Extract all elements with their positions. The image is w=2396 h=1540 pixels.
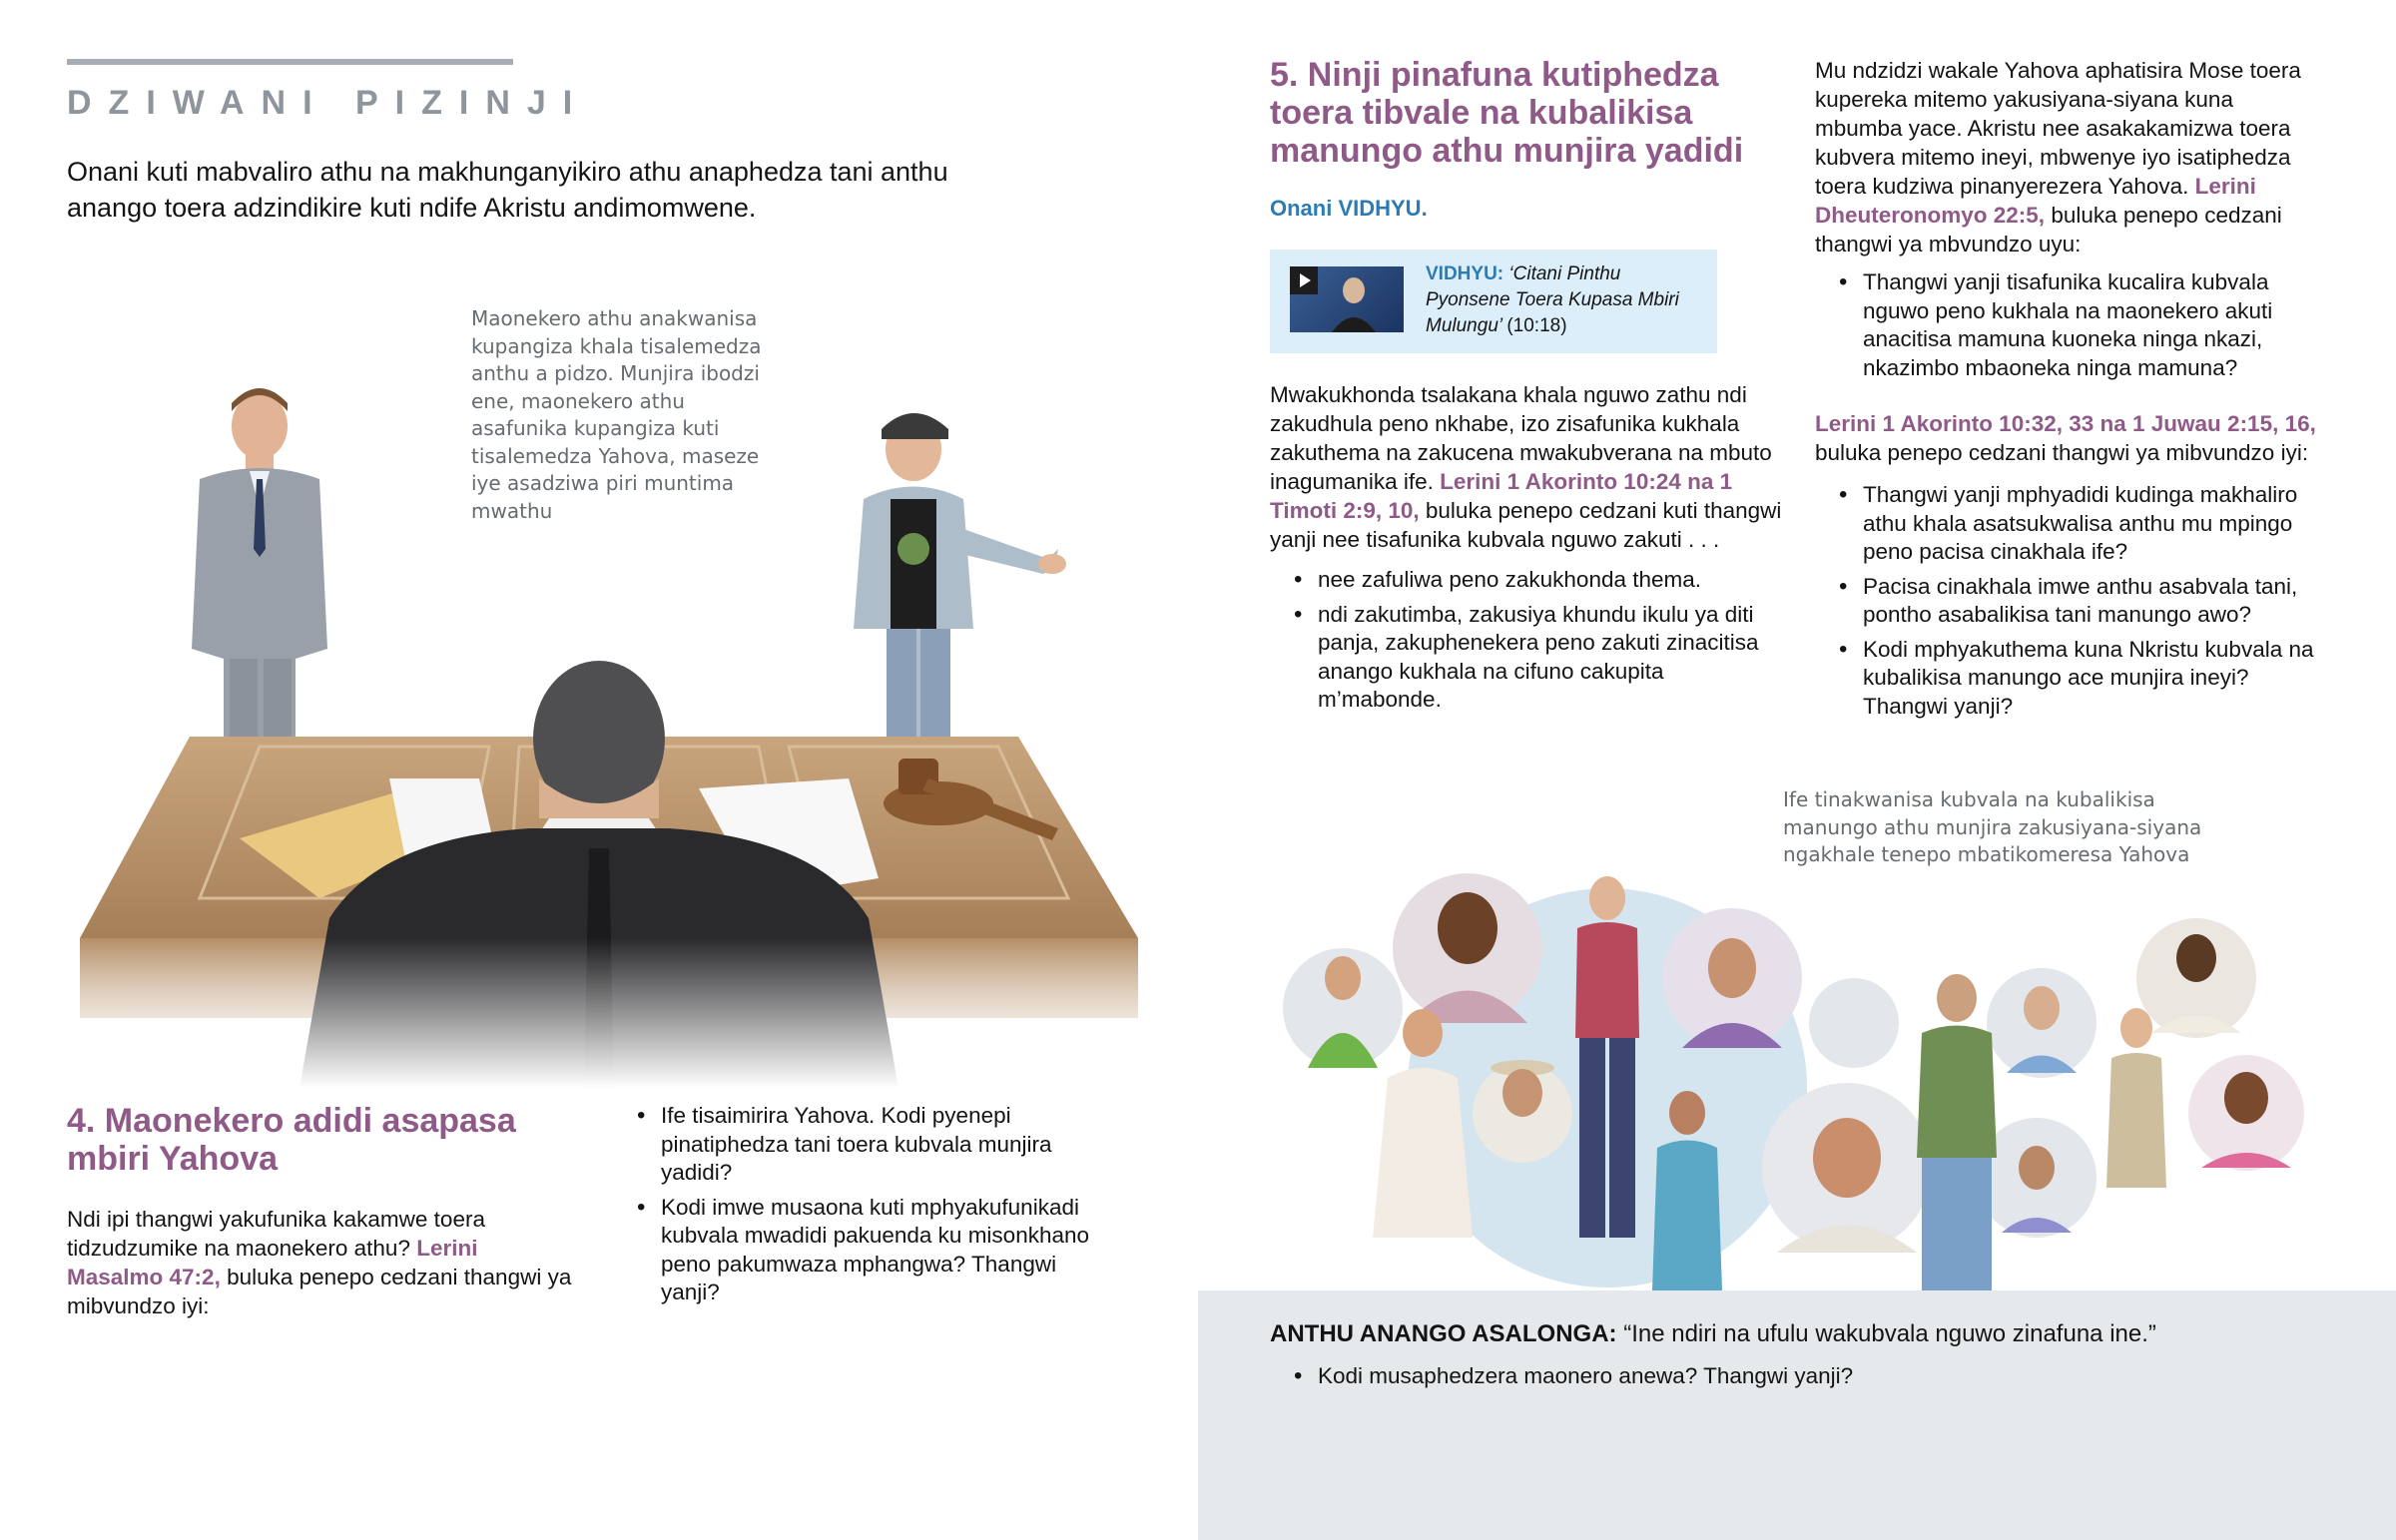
point5-list2 xyxy=(1839,268,2328,388)
point5-list1-item: • ndi zakutimba, zakusiya khundu ikulu ya diti panja, zakuphenekera peno zakuti zinacitisa anango kukhala na cifuno cakupita m’mabonde. xyxy=(1294,601,1787,715)
point5-para2-scripture-ref[interactable]: Lerini Dheuteronomyo 22:5, xyxy=(1815,174,2256,228)
video-caption[interactable] xyxy=(1426,261,1705,339)
intro-text: Onani kuti mabvaliro athu na makhunganyikiro athu anaphedza tani anthu anango toera adzindikire kuti ndife Akristu andimomwene. xyxy=(67,157,948,223)
speaker-figure xyxy=(1324,272,1384,332)
point5-list1 xyxy=(1294,566,1787,721)
point4-heading: 4. Maonekero adidi asapasa mbiri Yahova xyxy=(67,1102,516,1178)
video-thumbnail[interactable] xyxy=(1290,266,1404,332)
point5-para2-text-after: buluka penepo cedzani thangwi ya mbvundzo uyu: xyxy=(1815,203,2282,257)
point5-para1-text-after: buluka penepo cedzani kuti thangwi yanji nee tisafunika kubvala nguwo zakuti . . . xyxy=(1270,498,1782,552)
others-say-label: ANTHU ANANGO ASALONGA: xyxy=(1270,1320,1617,1347)
people-illustration xyxy=(1278,858,2316,1290)
point5-list3-item: • Pacisa cinakhala imwe anthu asabvala tani, pontho asabalikisa tani manungo awo? xyxy=(1839,573,2328,630)
video-duration: (10:18) xyxy=(1506,315,1567,336)
point5-list3 xyxy=(1839,481,2328,727)
point4-question: • Ife tisaimirira Yahova. Kodi pyenepi pinatiphedza tani toera kubvala munjira yadidi? xyxy=(637,1102,1106,1188)
point4-text-after: buluka penepo cedzani thangwi ya mibvundzo iyi: xyxy=(67,1265,572,1318)
woman-beige xyxy=(2106,1008,2166,1188)
others-say-question: • Kodi musaphedzera maonero anewa? Thangwi yanji? xyxy=(1294,1362,2292,1391)
point5-paragraph1 xyxy=(1270,380,1787,554)
point5-para1-text: Mwakukhonda tsalakana khala nguwo zathu ndi zakudhula peno nkhabe, izo zisafunika kukhala zakuthema na zakucena mwakubverana na mbuto inagumanika ife. xyxy=(1270,382,1772,494)
point5-heading: 5. Ninji pinafuna kutiphedza toera tibvale na kubalikisa manungo athu munjira yadidi xyxy=(1270,56,1744,170)
point5-para2-text: Mu ndzidzi wakale Yahova aphatisira Mose toera kupereka mitemo yakusiyana-siyana kuna mbumba yace. Akristu nee asakakamizwa toera kubvera mitemo ineyi, mbwenye iyo isatiphedza toera kudziwa pinanyerezera Yahova. xyxy=(1815,58,2301,199)
play-icon[interactable] xyxy=(1290,266,1318,294)
point5-para3-scripture-ref[interactable]: Lerini 1 Akorinto 10:32, 33 na 1 Juwau 2:15, 16, xyxy=(1815,411,2316,436)
woman-green-top xyxy=(1917,974,1997,1290)
point4-scripture-ref[interactable]: Lerini Masalmo 47:2, xyxy=(67,1236,478,1289)
point5-list3-item: • Thangwi yanji mphyadidi kudinga makhaliro athu khala asatsukwalisa anthu mu mpingo peno pacisa cinakhala ife? xyxy=(1839,481,2328,567)
section-title: DZIWANI PIZINJI xyxy=(67,84,590,122)
point4-question: • Kodi imwe musaona kuti mphyakufunikadi kubvala mwadidi pakuenda ku misonkhano peno pakumwaza mphangwa? Thangwi yanji? xyxy=(637,1194,1106,1307)
video-card[interactable] xyxy=(1270,250,1717,353)
others-say-questions xyxy=(1294,1362,2292,1397)
young-man xyxy=(854,413,1066,739)
point5-list3-item: • Kodi mphyakuthema kuna Nkristu kubvala na kubalikisa manungo ace munjira ineyi? Thangwi yanji? xyxy=(1839,636,2328,722)
others-say-quote: “Ine ndiri na ufulu wakubvala nguwo zinafuna ine.” xyxy=(1623,1320,2156,1347)
video-label: VIDHYU: xyxy=(1426,263,1504,284)
point4-text: Ndi ipi thangwi yakufunika kakamwe toera tidzudzumike na maonekero athu? xyxy=(67,1207,485,1261)
people-caption: Ife tinakwanisa kubvala na kubalikisa manungo athu munjira zakusiyana-siyana ngakhale tenepo mbatikomeresa Yahova xyxy=(1783,787,2202,866)
point4-paragraph xyxy=(67,1205,576,1320)
watch-video-link[interactable]: Onani VIDHYU. xyxy=(1270,196,1428,221)
others-say xyxy=(1270,1318,2368,1350)
court-caption: Maonekero athu anakwanisa kupangiza khala tisalemedza anthu a pidzo. Munjira ibodzi ene, maonekero athu asafunika kupangiza kuti tisalemedza Yahova, maseze iye asadziwa piri muntima mwathu xyxy=(471,306,762,523)
person-circle xyxy=(1809,978,1899,1068)
point5-list1-item: • nee zafuliwa peno zakukhonda thema. xyxy=(1294,566,1787,595)
video-title: ‘Citani Pinthu Pyonsene Toera Kupasa Mbiri Mulungu’ xyxy=(1426,263,1679,336)
point5-list2-item: • Thangwi yanji tisafunika kucalira kubvala nguwo peno kukhala na maonekero akuti anacitisa mamuna kuoneka ninga nkazi, nkazimbo mbaoneka ninga mamuna? xyxy=(1839,268,2328,382)
point4-questions xyxy=(637,1102,1106,1313)
title-rule xyxy=(67,59,513,65)
point5-para3-text-after: buluka penepo cedzani thangwi ya mibvundzo iyi: xyxy=(1815,440,2309,465)
man-in-suit xyxy=(192,388,327,739)
point5-paragraph3 xyxy=(1815,409,2326,467)
point5-para1-scripture-ref[interactable]: Lerini 1 Akorinto 10:24 na 1 Timoti 2:9, 10, xyxy=(1270,469,1733,523)
point5-paragraph2 xyxy=(1815,56,2326,258)
